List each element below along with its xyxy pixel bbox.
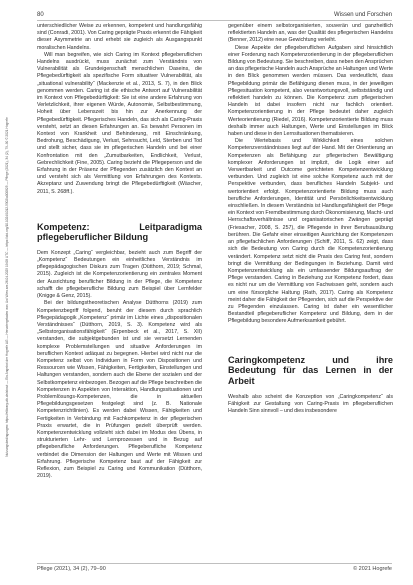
paragraph: Bei der bildungstheoretischen Analyse Dütthorns (2019) zum Kompetenzbegriff folgend, beruht der diesem durch sprachlich Pflegepädagogik „Kompetenz“ primär im Lichte eines „dispositionalen Verständnisses“ (Dütthorn, 2019, S. 3). Kompetenz wird als „Selbstorganisationsfähigkeit“ (Erpenbeck et al., 2017, S. XII) verstanden, die subjektgebunden ist und sie versetzt Lernenden komplexe Problemstellungen und situative Anforderungen im beruflichen Kontext adäquat zu begegnen. Hierbei wird nicht nur die Kompetenz selbst von Individuen in Form von Dispositionen und Ressourcen wie Wissen, Fähigkeiten, Fertigkeiten, Einstellungen und Haltungen verstanden, sondern auch die Ebene der sozialen und der Selbstkompetenz einbezogen. Bezogen auf die Pflege beschreiben die Kompetenzen in Aspekten von Interaktion, Handlungssituationen und Problemlösungs-Kompetenzen, die in aktuellen Pflegebildungsgesetzen festgelegt sind (z. B. Nationale Kompetenzrichtlinien). Es werden dabei Wissen, Fähigkeiten und Fertigkeiten in Verbindung mit Fachkompetenz in der pflegerischen Praxis erwartet, die in Prüfungen gezielt überprüft werden. Kompetenzentwicklung vollzieht sich dabei im Modus des Übens, in strukturierten Lehr- und Lernprozessen und in Bezug auf pflegeberufliche Anforderungen. Pflegeberufliche Kompetenz verbindet die Dimension der Haltungen und Werte mit Wissen und Erfahrung. Pflegerische Kompetenz baut auf der Fähigkeit zur Reflexion, zum Beispiel zu Caring und Kommunikation (Dütthorn, 2019). xyxy=(37,300,202,480)
header-divider xyxy=(37,20,392,21)
paragraph: Will man begreifen, wie sich Caring im Kontext pflegeberuflichen Handelns ausdrückt, muss zunächst zum Verständnis von Vulnerabilität als Grundeigenschaft menschlichen Daseins, die Pflegebedürftigkeit als spezifische Form situativer Vulnerabilität, als „situational vulnerability“ (Mackenzie et al., 2013, S. 7), in den Blick genommen werden. Caring ist die ethische Antwort auf Vulnerabilität im Kontext von Pflegebedürftigkeit: Sie ist eine andere Erfahrung von Verletzlichkeit, ihrer eigenen Würde, Autonomie, Selbstbestimmung, Hoheit über Lebenszeit bis hin zur Anerkennung der Pflegebedürftigkeit. Pflegerisches Handeln, das sich als Caring-Praxis versteht, setzt an diesen Erfahrungen an. Es bewahrt Personen im Kontext von Krankheit und Behinderung, mit Einschränkung, Bedrohung, Beschädigung, Verlust, Sehnsucht, Leid, Sterben und Tod und stellt sicher, dass sie im pflegerischen Handeln und bei einer Konfrontation mit den „Zumutbarkeiten, Endlichkeit, Verlust, Gebrechlichkeit (Fine, 2005). Caring bezieht die Pflegeperson und die Erfahrung in der Präsenz der Pflegenden zusätzlich den Kontext an und versteht sich als Vermittlung von Erfahrungen des Kontexts. Akzeptanz und Zuwendung bringt die Pflegebedürftigkeit (Wäscher, 2011, S. 268ff.). xyxy=(37,51,202,195)
section-heading: Caringkompetenz und ihre Bedeutung für das Lernen in der Arbeit xyxy=(228,354,393,386)
page-header xyxy=(37,10,392,24)
running-head: Wissen und Forschen xyxy=(333,12,392,18)
section-heading: Kompetenz: Leitparadigma pflegeberuflicher Bildung xyxy=(37,221,202,243)
paragraph: Diese Aspekte der pflegeberuflichen Aufgaben sind hinsichtlich einer Forderung nach Kompetenzorientierung in der pflegeberuflichen Bildung von Bedeutung. Sie beschreiben, dass neben den Ansprüchen an das pflegerische Handeln auch Ansprüche an Haltungen und Werte in den Blick genommen werden müssen. Das verdeutlicht, dass Pflegebildung primär die Befähigung dienen muss, in der jeweiligen Pflegesituation kompetent, also verantwortungsvoll, selbstständig und reflektiert handeln zu können. Die Kompetenz zum pflegerischen Handeln ist dabei insofern nicht nur fachlich orientiert. Kompetenzorientierung in der Pflege bedeutet daher zugleich Werteorientierung (Riedel, 2016). Kompetenzorientierte Bildung muss deshalb immer auch Haltungen, Werte und Einstellungen im Blick haben und diese in den Lernsituationen thematisieren. xyxy=(228,44,393,138)
journal-citation: Pflege (2021), 34 (2), 79–90 xyxy=(37,566,106,572)
footer-divider xyxy=(37,563,392,564)
paragraph: gegenüber einem selbstorganisierten, souverän und ganzheitlich reflektierten Handeln an, was der Qualität des pflegerischen Handelns (Benner, 2012) eine neue Gewichtung verleiht. xyxy=(228,23,393,44)
paragraph: Weshalb also scheint die Konzeption von „Caringkompetenz“ als Fähigkeit zur Gestaltung von Caring-Praxis im pflegeberuflichen Handeln Sinn sinnvoll – und dies insbesondere xyxy=(228,394,393,415)
paragraph: unterschiedlicher Weise zu erkennen, kompetent und handlungsfähig sind (Conradi, 2001). Von Caring geprägte Praxis erkennt die Fähigkeit dieser Asymmetrie an und erhebt sie zugleich als Ausgangspunkt moralischen Handelns. xyxy=(37,23,202,51)
paragraph: Dem Konzept „Caring“ vergleichbar, bezieht auch zum Begriff der „Kompetenz“ Bedeutungen ein einheitliches Verständnis im pflegepädagogischen Diskurs zum Tragen (Dütthorn, 2019; Schmal, 2015). Zugleich ist die Kompetenzorientierung ein zentrales Moment der Ausrichtung beruflicher Bildung in der Pflege, die Kompetenz schafft die pflegeberufliche Bildung zum Beispiel über Lernfelder (Knigge & Genz, 2015). xyxy=(37,249,202,300)
right-column xyxy=(228,23,393,416)
copyright-notice: © 2021 Hogrefe xyxy=(353,566,392,572)
left-column xyxy=(37,23,202,480)
sidebar-watermark xyxy=(0,0,14,585)
paragraph: Die Wertebasis und Wirklichkeit eines solchen Kompetenzverständnisses liegt auf der Hand. Mit der Orientierung an Kompetenzen als Befähigung zur pflegerischen Bewältigung komplexer Anforderungen ist implizit, die Logik einer auf Verwertbarkeit und Outcome gerichteten Kompetenzentwicklung verbunden. Und zugleich ist eine solche Kompetenz auch mit der Perspektive verbunden, dass berufliches Handeln Subjekt- und wertorientiert erfolgt. Kompetenzorientierte Bildung muss auch berufliche Anforderungen, Identität und Persönlichkeitsentwicklung einschließen. In diesem Verständnis ist Handlungsfähigkeit der Pflege ein Kontext von Fremdbestimmung durch Ökonomisierung, Macht- und Herrschaftsverhältnisse und organisatorischen Zwängen geprägt (Friesacher, 2008, S. 257), die Pflegende in ihrer Berufsausübung berühren. Die Gefahr einer einseitigen Ausrichtung der Kompetenzen an pflegefachlichen Anforderungen (Schiff, 2011, S. 62) zeigt, dass sich die Bedeutung von Caring durch die Kompetenzorientierung verändert. Kompetenz setzt nicht die Praxis des Caring fest, sondern bringt die Vermittlung der Bedingungen in Beziehung. Damit wird Kompetenzentwicklung als ein umfassender Bildungsauftrag der Pflege verstanden. Caring in Beziehung zur Kompetenz fordert, dass es nicht nur um die Vermittlung von Fachwissen geht, sondern auch um eine fürsorgliche Haltung (Rath, 2017). Caring als Kompetenz meint daher die Fähigkeit der Pflegenden, sich auf die Perspektive der zu Pflegenden einzulassen. Caring ist daher ein wesentlicher Bestandteil pflegeberuflicher Kompetenz und Bildung, dem in der Pflegebildung besondere Aufmerksamkeit gebührt. xyxy=(228,138,393,325)
download-notice: Nutzungsbedingungen: https://elibrary.utb.de/about — Ein Angebot der Hogrefe AG — Heruntergeladen von: Uni Wien am 26.04.2025 19:08 UTC — https://doi.org/10.1024/1012-5302/a000825 — Pflege (2021), 34 (2), 79–90 © 2021 Hogrefe xyxy=(5,117,9,457)
page-number: 80 xyxy=(37,12,44,18)
